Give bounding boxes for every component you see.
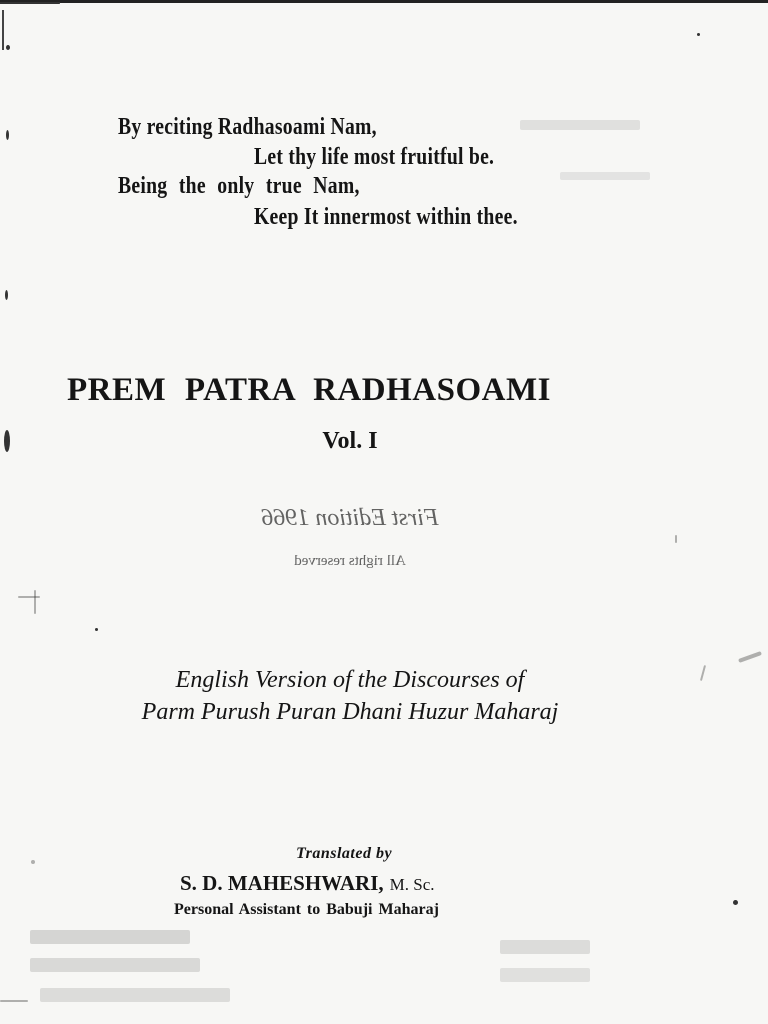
show-through-blotch bbox=[560, 172, 650, 180]
translator-name-text: S. D. MAHESHWARI, bbox=[180, 871, 384, 895]
verse-line-3-word-4: true bbox=[265, 173, 302, 199]
scan-smudge bbox=[675, 535, 677, 543]
scan-smudge bbox=[0, 1000, 28, 1002]
scan-top-edge bbox=[0, 0, 768, 3]
scan-speck bbox=[5, 290, 8, 300]
scan-speck bbox=[4, 430, 10, 452]
show-through-blotch bbox=[500, 968, 590, 982]
verse-line-4: Keep It innermost within thee. bbox=[254, 204, 518, 230]
show-through-blotch bbox=[520, 120, 640, 130]
show-through-blotch bbox=[500, 940, 590, 954]
translator-degree: M. Sc. bbox=[389, 875, 435, 894]
scan-smudge bbox=[700, 665, 706, 681]
show-through-blotch bbox=[30, 958, 200, 972]
verse-line-3-word-1: Being bbox=[118, 173, 168, 199]
edition-stamp: First Edition 1966 bbox=[261, 505, 439, 531]
show-through-blotch bbox=[30, 930, 190, 944]
scan-speck bbox=[697, 33, 700, 36]
verse-line-3 bbox=[118, 173, 360, 200]
verse-line-2: Let thy life most fruitful be. bbox=[254, 144, 495, 170]
scan-speck bbox=[6, 45, 10, 50]
scan-smudge bbox=[34, 590, 36, 614]
scan-smudge bbox=[31, 860, 35, 864]
verse-line-3-word-5: Nam, bbox=[313, 173, 360, 199]
scan-corner-curl bbox=[0, 2, 60, 12]
show-through-blotch bbox=[40, 988, 230, 1002]
translator-name bbox=[180, 871, 435, 896]
scan-speck bbox=[95, 628, 98, 631]
translator-position: Personal Assistant to Babuji Maharaj bbox=[174, 901, 439, 918]
subtitle-line-1: English Version of the Discourses of bbox=[175, 667, 525, 693]
translated-by-label: Translated by bbox=[295, 845, 393, 862]
book-title: PREM PATRA RADHASOAMI bbox=[67, 372, 551, 408]
verse-line-1: By reciting Radhasoami Nam, bbox=[118, 114, 377, 140]
subtitle-line-2: Parm Purush Puran Dhani Huzur Maharaj bbox=[141, 699, 559, 725]
rights-stamp: All rights reserved bbox=[294, 553, 406, 569]
scan-smudge bbox=[18, 596, 40, 598]
verse-line-3-word-2: the bbox=[178, 173, 206, 199]
scan-left-edge bbox=[2, 10, 4, 50]
scan-speck bbox=[733, 900, 738, 905]
verse-line-3-word-3: only bbox=[217, 173, 255, 199]
volume-number: Vol. I bbox=[322, 428, 378, 454]
scan-speck bbox=[6, 130, 9, 140]
scan-smudge bbox=[738, 651, 762, 663]
